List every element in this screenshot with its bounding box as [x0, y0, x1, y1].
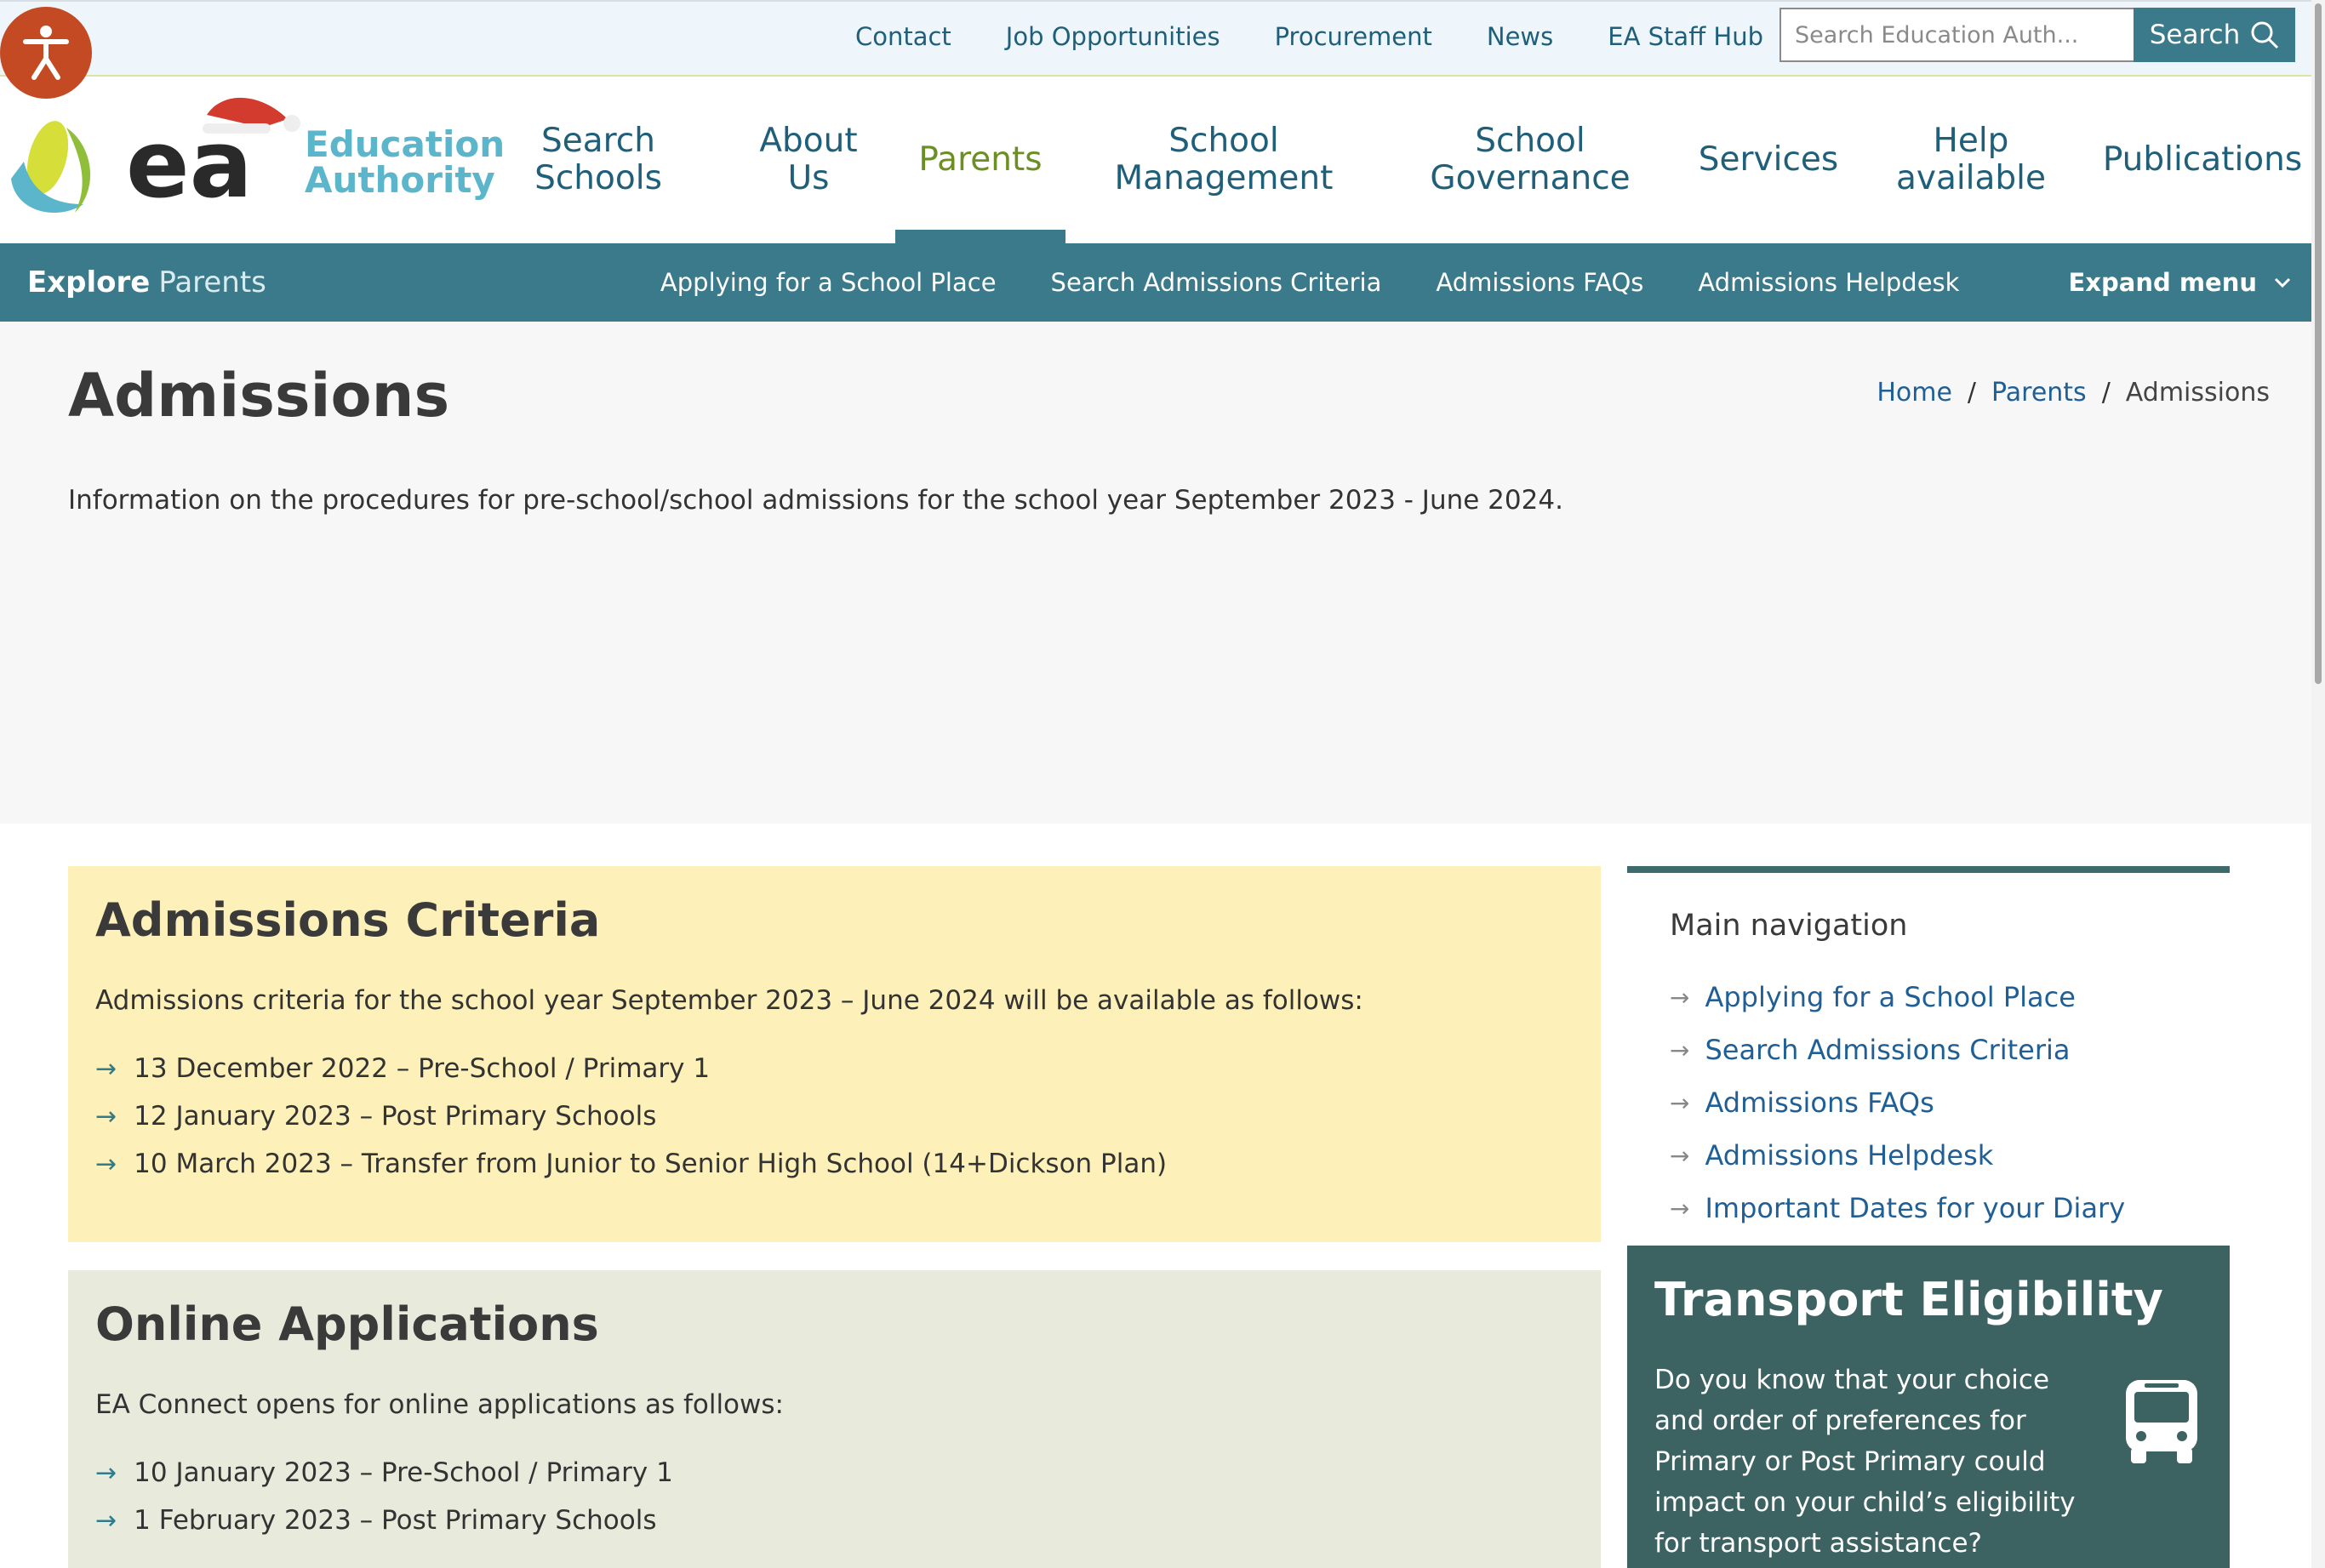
- explore-link-applying[interactable]: Applying for a School Place: [660, 268, 997, 297]
- arrow-right-icon: →: [95, 1149, 117, 1179]
- arrow-right-icon: →: [1670, 1088, 1690, 1117]
- nav-label-line: Us: [787, 159, 830, 197]
- breadcrumb-current: Admissions: [2125, 378, 2270, 408]
- nav-label-line: About: [759, 122, 858, 160]
- side-nav-item-label: Important Dates for your Diary: [1705, 1192, 2126, 1224]
- breadcrumb-separator: /: [1967, 378, 1977, 408]
- arrow-right-icon: →: [1670, 1194, 1690, 1223]
- breadcrumb-parents[interactable]: Parents: [1991, 378, 2087, 408]
- side-nav-item-label: Admissions Helpdesk: [1705, 1139, 1994, 1172]
- side-navigation: [1627, 866, 2230, 1246]
- search-icon: [2250, 20, 2279, 49]
- site-search-button[interactable]: [2134, 8, 2295, 62]
- admissions-criteria-list: [95, 1045, 1167, 1188]
- nav-label-line: Parents: [918, 140, 1043, 179]
- transport-eligibility-title: Transport Eligibility: [1654, 1273, 2163, 1326]
- logo-text-authority: Authority: [305, 159, 495, 201]
- nav-label-line: Management: [1114, 159, 1334, 197]
- list-item: [95, 1140, 1167, 1188]
- staff-hub-link[interactable]: EA Staff Hub: [1608, 22, 1763, 51]
- admissions-criteria-lead: Admissions criteria for the school year September 2023 – June 2024 will be available as follows:: [95, 985, 1363, 1016]
- page-title: Admissions: [68, 361, 450, 430]
- contact-link[interactable]: Contact: [854, 22, 951, 51]
- nav-services[interactable]: [1694, 77, 1843, 243]
- nav-label-line: Publications: [2102, 140, 2303, 179]
- nav-school-management[interactable]: [1098, 77, 1350, 243]
- accessibility-button[interactable]: [0, 7, 92, 99]
- breadcrumb: [1877, 378, 2270, 408]
- list-item: [95, 1045, 1167, 1092]
- online-applications-list: [95, 1449, 673, 1544]
- arrow-right-icon: →: [1670, 1141, 1690, 1170]
- side-nav-item-helpdesk[interactable]: [1670, 1129, 2125, 1182]
- list-item-text: 10 March 2023 – Transfer from Junior to Senior High School (14+Dickson Plan): [134, 1149, 1168, 1179]
- page-intro: Information on the procedures for pre-school/school admissions for the school year September 2023 - June 2024.: [68, 485, 1563, 516]
- side-nav-item-faqs[interactable]: [1670, 1076, 2125, 1129]
- admissions-criteria-card: [68, 866, 1601, 1242]
- site-search-input[interactable]: [1779, 8, 2154, 62]
- explore-title: [27, 243, 266, 322]
- arrow-right-icon: →: [95, 1457, 117, 1488]
- arrow-right-icon: →: [95, 1053, 117, 1084]
- breadcrumb-separator: /: [2101, 378, 2111, 408]
- explore-title-section: Parents: [158, 265, 266, 299]
- explore-link-helpdesk[interactable]: Admissions Helpdesk: [1698, 268, 1960, 297]
- transport-eligibility-card[interactable]: [1627, 1246, 2230, 1568]
- list-item-text: 13 December 2022 – Pre-School / Primary 1: [134, 1053, 711, 1084]
- nav-label-line: School: [1168, 122, 1279, 160]
- list-item-text: 10 January 2023 – Pre-School / Primary 1: [134, 1457, 673, 1488]
- list-item-text: 12 January 2023 – Post Primary Schools: [134, 1101, 657, 1132]
- side-nav-item-label: Admissions FAQs: [1705, 1086, 1934, 1119]
- nav-about-us[interactable]: [737, 77, 880, 243]
- nav-school-governance[interactable]: [1421, 77, 1639, 243]
- online-applications-title: Online Applications: [95, 1297, 599, 1351]
- expand-menu-button[interactable]: [2014, 268, 2291, 297]
- procurement-link[interactable]: Procurement: [1274, 22, 1432, 51]
- arrow-right-icon: →: [95, 1505, 117, 1536]
- nav-label-line: Help: [1933, 122, 2009, 160]
- news-link[interactable]: News: [1486, 22, 1554, 51]
- list-item: [95, 1497, 673, 1544]
- nav-help-available[interactable]: [1891, 77, 2051, 243]
- side-nav-item-label: Applying for a School Place: [1705, 981, 2076, 1013]
- side-nav-item-search-criteria[interactable]: [1670, 1023, 2125, 1076]
- online-applications-card: [68, 1270, 1601, 1568]
- chevron-down-icon: [2274, 277, 2291, 288]
- nav-label-line: Schools: [534, 159, 662, 197]
- search-button-label: Search: [2149, 20, 2241, 50]
- side-nav-item-applying[interactable]: [1670, 971, 2125, 1023]
- arrow-right-icon: →: [1670, 1035, 1690, 1064]
- transport-eligibility-text: Do you know that your choice and order of preferences for Primary or Post Primary could impact on your child’s eligibility for transport assistance?: [1654, 1365, 2076, 1559]
- list-item: [95, 1092, 1167, 1140]
- explore-link-faqs[interactable]: Admissions FAQs: [1436, 268, 1644, 297]
- page-scrollbar-thumb[interactable]: [2315, 3, 2322, 684]
- nav-parents[interactable]: [895, 77, 1065, 243]
- explore-links: [606, 243, 2291, 322]
- explore-title-bold: Explore: [27, 265, 151, 299]
- active-nav-indicator: [895, 230, 1065, 243]
- expand-menu-label: Expand menu: [2068, 268, 2257, 297]
- side-nav-item-label: Search Admissions Criteria: [1705, 1034, 2071, 1066]
- side-navigation-list: [1670, 971, 2125, 1234]
- nav-label-line: Search: [540, 122, 655, 160]
- side-nav-item-important-dates[interactable]: [1670, 1182, 2125, 1234]
- accessibility-icon: [20, 23, 71, 83]
- utility-links: [801, 0, 1763, 73]
- main-navigation: [0, 77, 2325, 243]
- nav-search-schools[interactable]: [511, 77, 686, 243]
- admissions-criteria-title: Admissions Criteria: [95, 893, 601, 947]
- arrow-right-icon: →: [95, 1101, 117, 1132]
- nav-label-line: Services: [1698, 140, 1839, 179]
- list-item: [95, 1449, 673, 1497]
- list-item-text: 1 February 2023 – Post Primary Schools: [134, 1505, 657, 1536]
- explore-link-search-criteria[interactable]: Search Admissions Criteria: [1050, 268, 1382, 297]
- arrow-right-icon: →: [1670, 983, 1690, 1012]
- online-applications-lead: EA Connect opens for online applications as follows:: [95, 1389, 784, 1420]
- job-opportunities-link[interactable]: Job Opportunities: [1005, 22, 1220, 51]
- logo-text-education: Education: [305, 123, 506, 165]
- nav-publications[interactable]: [2102, 77, 2303, 243]
- nav-label-line: Governance: [1430, 159, 1631, 197]
- side-navigation-title: Main navigation: [1670, 909, 1908, 943]
- breadcrumb-home[interactable]: Home: [1877, 378, 1952, 408]
- nav-label-line: School: [1475, 122, 1585, 160]
- nav-label-line: available: [1895, 159, 2047, 197]
- ea-logo-mark-text: ea: [126, 110, 253, 219]
- bus-icon: [2121, 1375, 2202, 1468]
- explore-bar: [0, 243, 2325, 322]
